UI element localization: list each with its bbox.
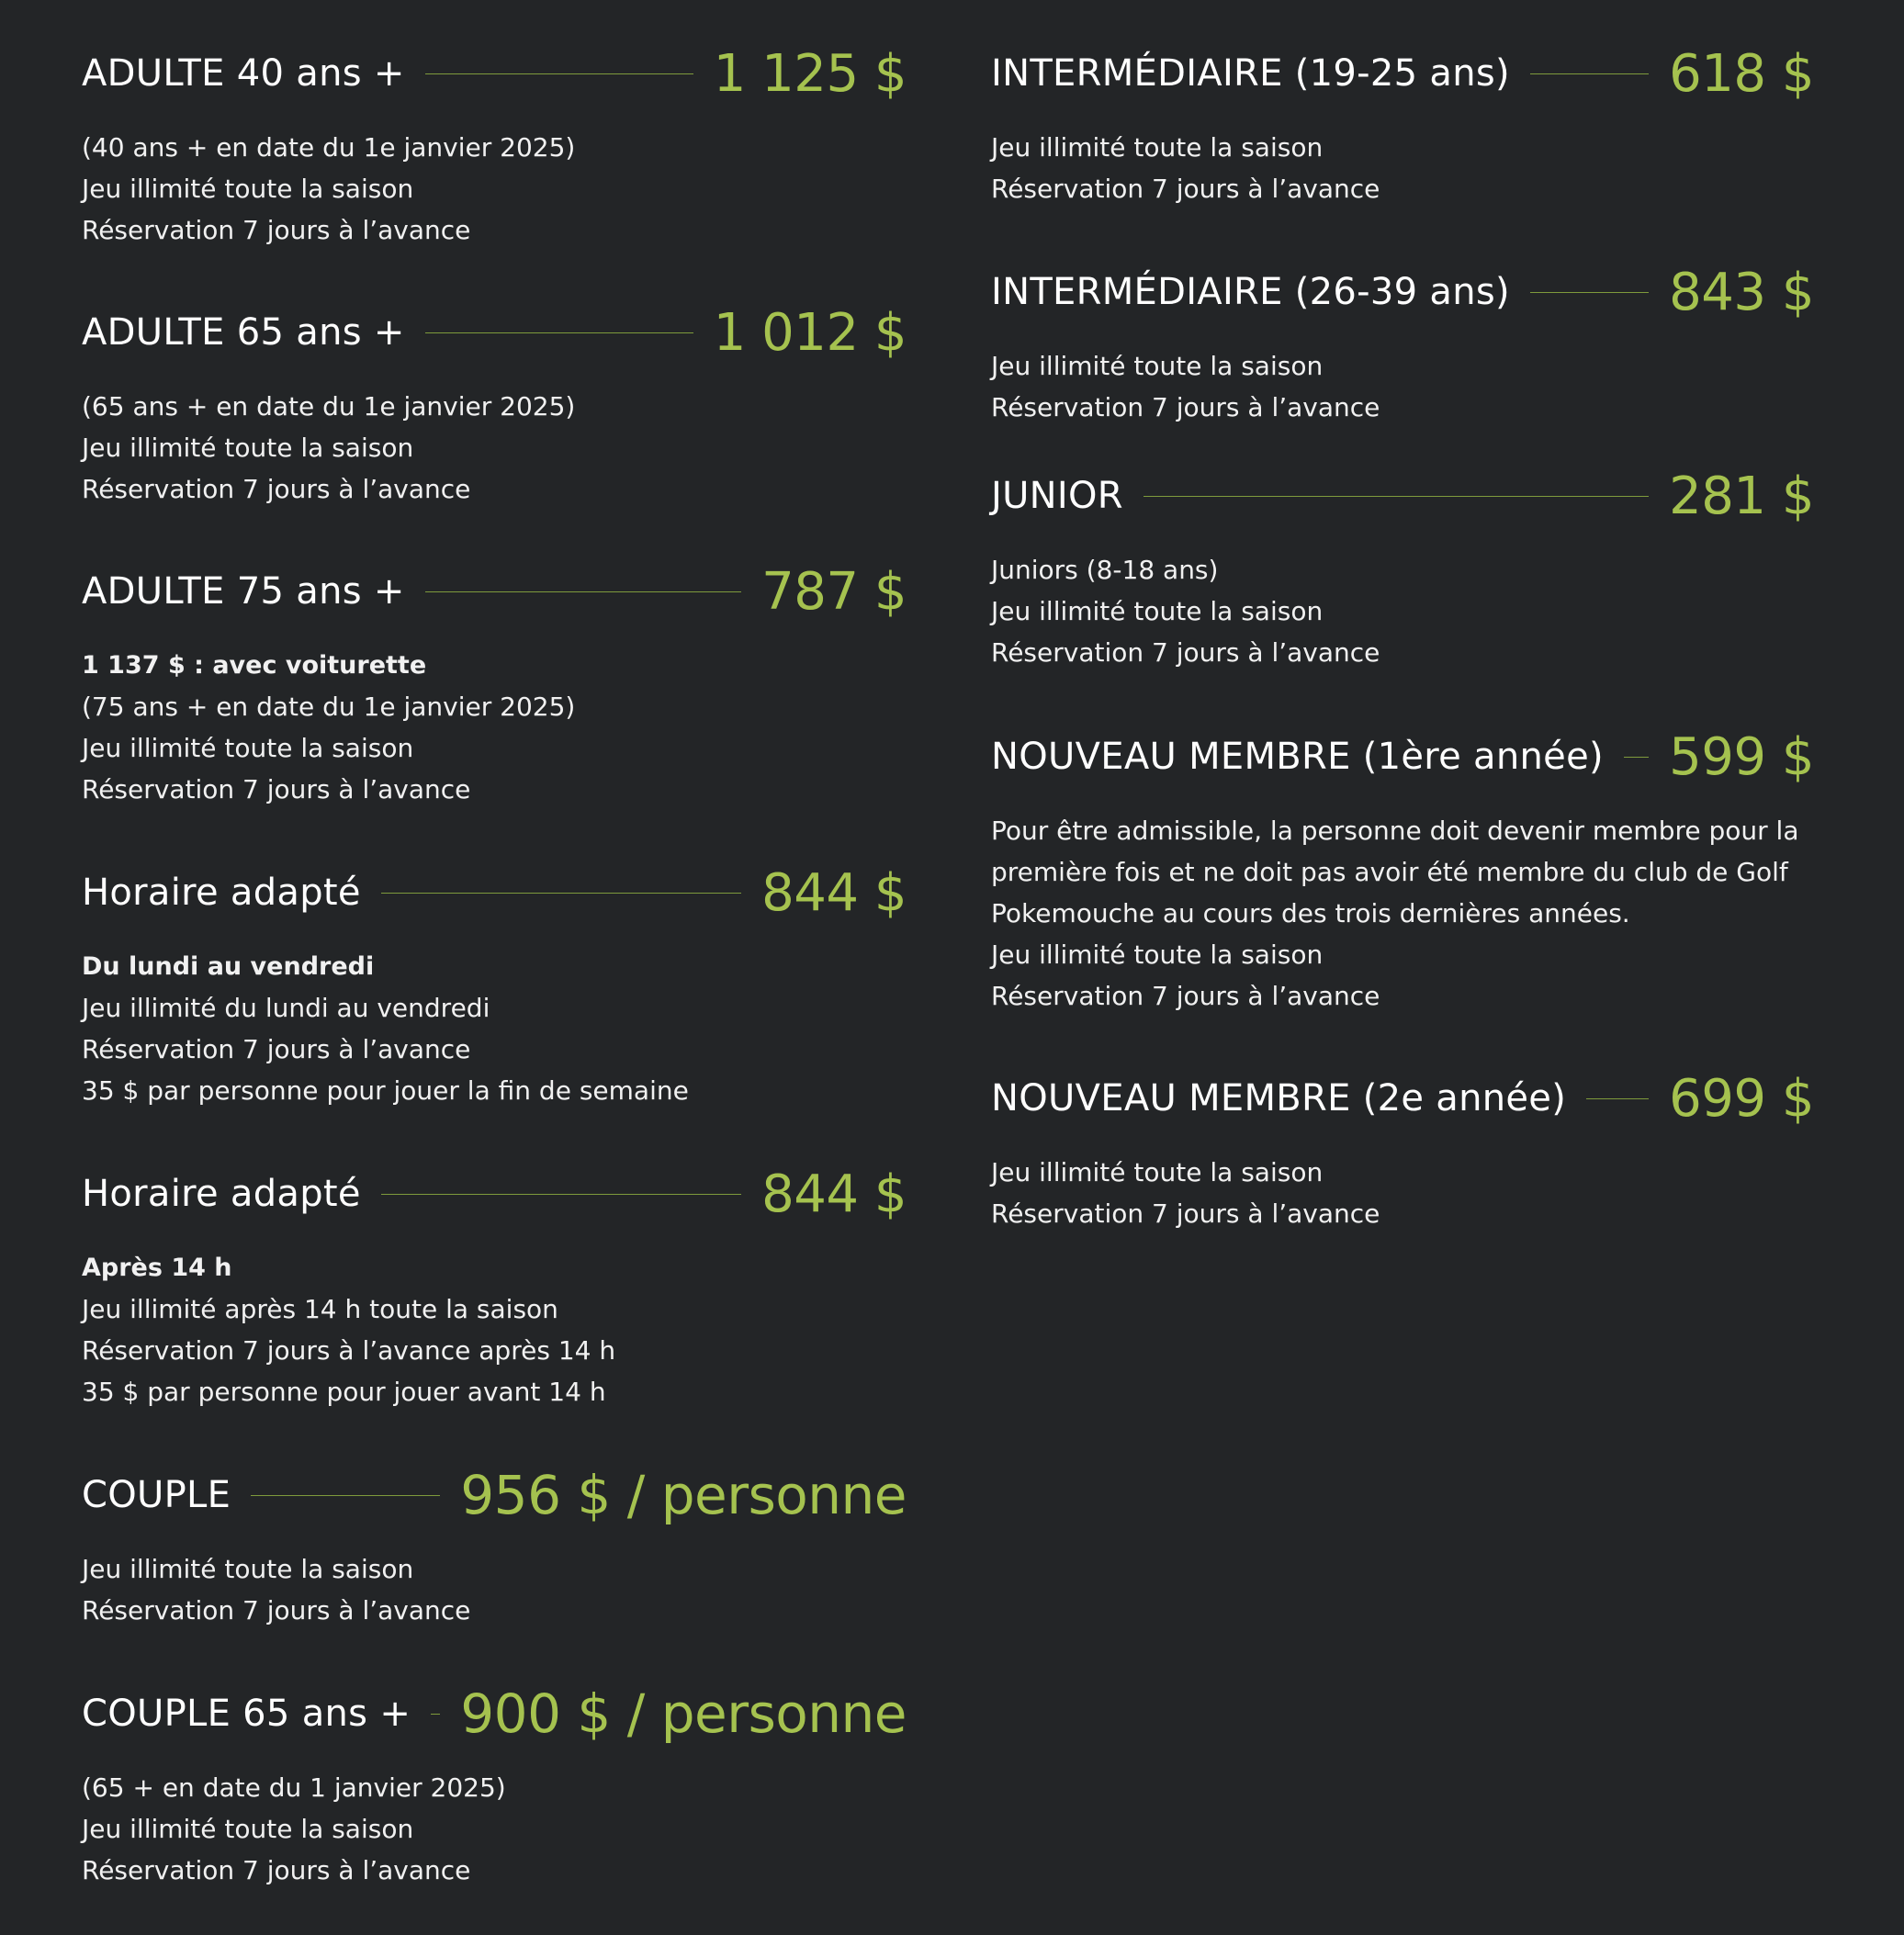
price-item-title: NOUVEAU MEMBRE (1ère année) <box>991 736 1604 778</box>
detail-line-highlight: Du lundi au vendredi <box>82 952 375 981</box>
price-amount: 618 $ <box>1669 43 1814 104</box>
divider-line <box>1530 292 1649 293</box>
price-item-nouveau-membre-2 <box>991 1062 1814 1234</box>
detail-line: Jeu illimité toute la saison <box>991 596 1324 626</box>
divider-line <box>425 332 693 333</box>
price-amount: 787 $ <box>761 561 907 622</box>
price-item-title: Horaire adapté <box>82 1173 361 1215</box>
price-item-header <box>82 856 907 929</box>
price-item-title: INTERMÉDIAIRE (26-39 ans) <box>991 271 1510 313</box>
detail-line: Réservation 7 jours à l’avance <box>991 637 1380 668</box>
detail-line: Réservation 7 jours à l’avance <box>82 215 471 245</box>
price-item-details <box>82 946 907 1111</box>
detail-line: Réservation 7 jours à l’avance <box>82 474 471 504</box>
price-amount: 699 $ <box>1669 1068 1814 1129</box>
price-item-details <box>82 1247 907 1412</box>
price-item-title: ADULTE 65 ans + <box>82 311 405 354</box>
price-item-details <box>991 345 1814 428</box>
detail-line: première fois et ne doit pas avoir été membre du club de Golf <box>991 857 1788 887</box>
detail-line: Jeu illimité toute la saison <box>82 433 414 463</box>
price-item-details <box>991 549 1814 673</box>
price-item-header <box>82 296 907 369</box>
detail-line: Réservation 7 jours à l’avance <box>82 1034 471 1064</box>
price-item-header <box>82 37 907 110</box>
detail-line: Jeu illimité toute la saison <box>991 132 1324 163</box>
detail-line: Jeu illimité après 14 h toute la saison <box>82 1294 558 1324</box>
detail-line: Jeu illimité toute la saison <box>991 1157 1324 1187</box>
divider-line <box>1586 1098 1649 1099</box>
detail-line: Réservation 7 jours à l’avance <box>991 392 1380 422</box>
price-amount: 281 $ <box>1669 466 1814 526</box>
divider-line <box>1530 73 1649 74</box>
price-item-intermediaire-26-39 <box>991 255 1814 428</box>
price-item-horaire-semaine <box>82 856 907 1111</box>
price-item-title: COUPLE <box>82 1474 231 1516</box>
detail-line: Réservation 7 jours à l’avance <box>82 1595 471 1626</box>
price-item-title: JUNIOR <box>991 475 1123 517</box>
price-item-details <box>82 1767 907 1891</box>
detail-line: Jeu illimité toute la saison <box>82 174 414 204</box>
detail-line: Réservation 7 jours à l’avance après 14 h <box>82 1335 616 1366</box>
price-item-couple <box>82 1458 907 1631</box>
detail-line: Pour être admissible, la personne doit devenir membre pour la <box>991 816 1799 846</box>
price-item-header <box>991 459 1814 533</box>
divider-line <box>381 1194 741 1195</box>
detail-line: (40 ans + en date du 1e janvier 2025) <box>82 132 576 163</box>
detail-line: Jeu illimité toute la saison <box>82 1554 414 1584</box>
divider-line <box>431 1714 440 1715</box>
price-item-details <box>82 1548 907 1631</box>
price-item-details <box>991 127 1814 209</box>
divider-line <box>1144 496 1649 497</box>
price-item-header <box>82 555 907 628</box>
detail-line: Jeu illimité toute la saison <box>82 1814 414 1844</box>
detail-line: (65 ans + en date du 1e janvier 2025) <box>82 391 576 422</box>
divider-line <box>425 591 741 592</box>
price-item-header <box>82 1677 907 1750</box>
price-item-couple-65 <box>82 1677 907 1891</box>
detail-line-highlight: 1 137 $ : avec voiturette <box>82 651 427 680</box>
price-item-details <box>82 645 907 810</box>
detail-line: 35 $ par personne pour jouer la fin de semaine <box>82 1075 689 1106</box>
price-item-details <box>991 810 1814 1017</box>
detail-line: Réservation 7 jours à l’avance <box>82 1855 471 1885</box>
price-amount: 844 $ <box>761 1164 907 1224</box>
price-item-header <box>991 720 1814 793</box>
detail-line: Jeu illimité du lundi au vendredi <box>82 993 490 1023</box>
detail-line: Pokemouche au cours des trois dernières années. <box>991 898 1630 928</box>
price-amount: 900 $ / personne <box>460 1682 907 1745</box>
price-item-title: Horaire adapté <box>82 872 361 914</box>
divider-line <box>1624 757 1649 758</box>
price-amount: 843 $ <box>1669 262 1814 322</box>
price-item-header <box>991 1062 1814 1135</box>
price-item-header <box>991 37 1814 110</box>
price-amount: 1 125 $ <box>713 43 907 104</box>
price-item-title: ADULTE 75 ans + <box>82 570 405 613</box>
detail-line: Jeu illimité toute la saison <box>82 733 414 763</box>
price-item-title: INTERMÉDIAIRE (19-25 ans) <box>991 52 1510 95</box>
detail-line: Jeu illimité toute la saison <box>991 351 1324 381</box>
price-item-header <box>82 1458 907 1532</box>
price-item-details <box>82 386 907 510</box>
price-amount: 599 $ <box>1669 726 1814 787</box>
divider-line <box>381 893 741 894</box>
price-item-header <box>82 1157 907 1231</box>
price-item-intermediaire-19-25 <box>991 37 1814 209</box>
detail-line: (75 ans + en date du 1e janvier 2025) <box>82 692 576 722</box>
detail-line: Juniors (8-18 ans) <box>991 555 1219 585</box>
divider-line <box>251 1495 440 1496</box>
price-item-horaire-apres-14h <box>82 1157 907 1412</box>
detail-line: Jeu illimité toute la saison <box>991 939 1324 970</box>
divider-line <box>425 73 693 74</box>
detail-line: (65 + en date du 1 janvier 2025) <box>82 1772 506 1803</box>
price-item-title: ADULTE 40 ans + <box>82 52 405 95</box>
detail-line: Réservation 7 jours à l’avance <box>991 174 1380 204</box>
price-amount: 1 012 $ <box>713 302 907 363</box>
price-item-header <box>991 255 1814 329</box>
detail-line: Réservation 7 jours à l’avance <box>991 981 1380 1011</box>
price-item-nouveau-membre-1 <box>991 720 1814 1017</box>
detail-line: 35 $ par personne pour jouer avant 14 h <box>82 1377 606 1407</box>
price-item-details <box>82 127 907 251</box>
price-item-details <box>991 1152 1814 1234</box>
price-amount: 844 $ <box>761 862 907 923</box>
price-item-title: NOUVEAU MEMBRE (2e année) <box>991 1077 1567 1119</box>
detail-line: Réservation 7 jours à l’avance <box>991 1198 1380 1229</box>
detail-line: Réservation 7 jours à l’avance <box>82 774 471 804</box>
price-item-adulte-65 <box>82 296 907 510</box>
price-item-adulte-40 <box>82 37 907 251</box>
price-amount: 956 $ / personne <box>460 1464 907 1526</box>
detail-line-highlight: Après 14 h <box>82 1254 232 1282</box>
price-item-adulte-75 <box>82 555 907 810</box>
price-item-junior <box>991 459 1814 673</box>
price-item-title: COUPLE 65 ans + <box>82 1693 411 1735</box>
